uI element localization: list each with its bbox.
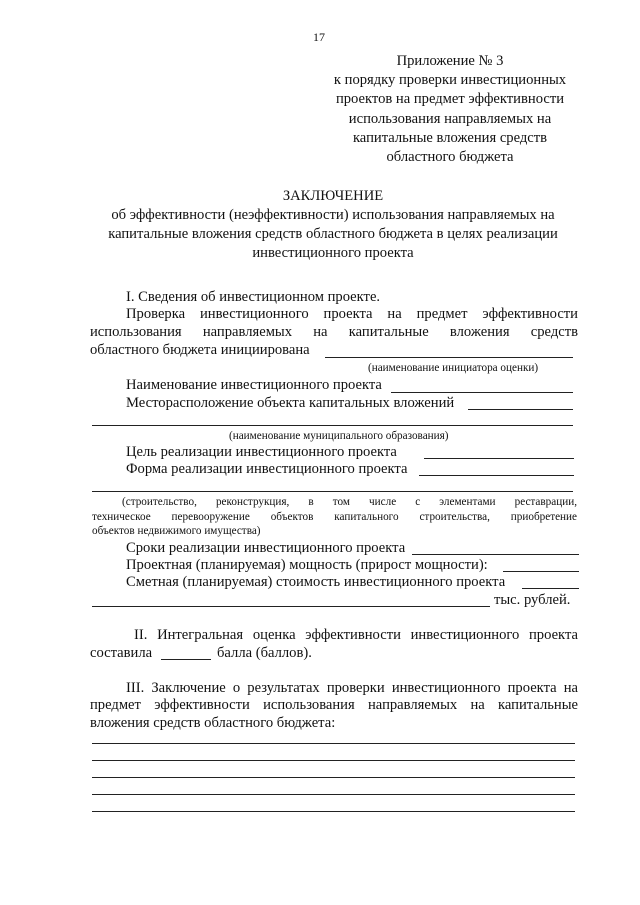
heading-line: инвестиционного проекта bbox=[252, 245, 414, 261]
conclusion-fill-line bbox=[92, 760, 575, 761]
heading-title: ЗАКЛЮЧЕНИЕ bbox=[282, 188, 384, 204]
section3-line2: предмет эффективности использования направляемых на капитальные bbox=[90, 697, 578, 713]
municipality-fill-line bbox=[92, 425, 573, 426]
page-number: 17 bbox=[313, 30, 325, 44]
terms-fill-line bbox=[412, 554, 579, 555]
section1-p1-line2: использования направляемых на капитальные вложения средств bbox=[90, 324, 578, 340]
conclusion-fill-line bbox=[92, 794, 575, 795]
goal-fill-line bbox=[424, 458, 574, 459]
section2-line2-b: балла (баллов). bbox=[217, 645, 312, 661]
annex-line: использования направляемых на bbox=[348, 110, 552, 127]
capacity-fill-line bbox=[503, 571, 579, 572]
heading-line: капитальные вложения средств областного бюджета в целях реализации bbox=[108, 226, 558, 242]
cost-unit: тыс. рублей. bbox=[494, 592, 571, 608]
hint-initiator: (наименование инициатора оценки) bbox=[368, 362, 539, 374]
project-name-fill-line bbox=[391, 392, 573, 393]
heading-line: об эффективности (неэффективности) использования направляемых на bbox=[111, 207, 555, 223]
cost-extra-fill-line bbox=[92, 606, 490, 607]
section1-p1-line1: Проверка инвестиционного проекта на предмет эффективности bbox=[126, 306, 578, 322]
form-label: Форма реализации инвестиционного проекта bbox=[126, 461, 408, 477]
cost-fill-line bbox=[522, 588, 579, 589]
location-fill-line bbox=[468, 409, 573, 410]
conclusion-fill-line bbox=[92, 743, 575, 744]
score-fill-line bbox=[161, 659, 211, 660]
hint-form-line1: (строительство, реконструкция, в том числе с элементами реставрации, bbox=[122, 496, 577, 508]
form-fill-line bbox=[419, 475, 574, 476]
section1-title: I. Сведения об инвестиционном проекте. bbox=[126, 289, 381, 305]
section2-line2-a: составила bbox=[90, 645, 153, 661]
annex-line: областного бюджета bbox=[386, 149, 514, 166]
cost-label: Сметная (планируемая) стоимость инвестиционного проекта bbox=[126, 574, 506, 590]
form-extra-fill-line bbox=[92, 491, 573, 492]
annex-title: Приложение № 3 bbox=[396, 53, 504, 69]
hint-municipality: (наименование муниципального образования) bbox=[229, 430, 449, 442]
annex-line: проектов на предмет эффективности bbox=[335, 91, 565, 108]
section3-line3: вложения средств областного бюджета: bbox=[90, 715, 336, 731]
location-label: Месторасположение объекта капитальных вложений bbox=[126, 395, 455, 411]
annex-line: к порядку проверки инвестиционных bbox=[333, 72, 567, 89]
conclusion-fill-line bbox=[92, 811, 575, 812]
document-heading bbox=[90, 187, 576, 263]
section2-line1: II. Интегральная оценка эффективности инвестиционного проекта bbox=[134, 627, 578, 643]
annex-line: капитальные вложения средств bbox=[352, 129, 548, 146]
annex-block bbox=[316, 52, 584, 167]
project-name-label: Наименование инвестиционного проекта bbox=[126, 377, 382, 393]
section3-line1: III. Заключение о результатах проверки инвестиционного проекта на bbox=[126, 680, 578, 696]
initiator-fill-line bbox=[325, 357, 573, 358]
section1-p1-line3: областного бюджета инициирована bbox=[90, 342, 310, 358]
terms-label: Сроки реализации инвестиционного проекта bbox=[126, 540, 406, 556]
conclusion-fill-line bbox=[92, 777, 575, 778]
capacity-label: Проектная (планируемая) мощность (прирост мощности): bbox=[126, 557, 488, 573]
hint-form-line2: техническое перевооружение объектов капитального строительства, приобретение bbox=[92, 511, 577, 523]
hint-form-line3: объектов недвижимого имущества) bbox=[92, 525, 261, 537]
goal-label: Цель реализации инвестиционного проекта bbox=[126, 444, 397, 460]
